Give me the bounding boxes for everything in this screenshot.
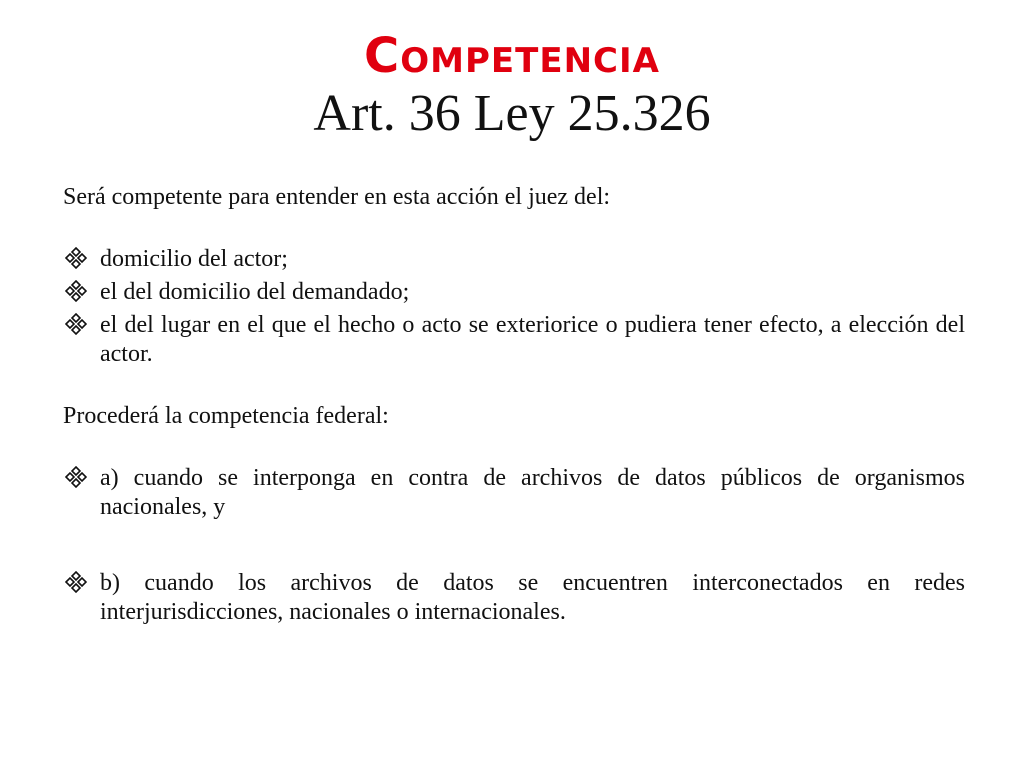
list-item-text: el del domicilio del demandado; xyxy=(100,279,410,305)
list-item-text: b) cuando los archivos de datos se encuentren interconectados en redes interjurisdicciones, nacionales o internacionales. xyxy=(100,570,965,625)
list-item xyxy=(63,569,965,627)
diamond-quad-icon xyxy=(65,466,87,488)
federal-intro-text: Procederá la competencia federal: xyxy=(63,403,389,429)
list-item xyxy=(63,311,965,369)
diamond-quad-icon xyxy=(65,247,87,269)
list-item xyxy=(63,278,965,307)
federal-list xyxy=(63,464,965,627)
list-item-text: a) cuando se interponga en contra de archivos de datos públicos de organismos nacionales, y xyxy=(100,465,965,520)
diamond-quad-icon xyxy=(65,313,87,335)
intro-text: Será competente para entender en esta acción el juez del: xyxy=(63,184,611,210)
diamond-quad-icon xyxy=(65,571,87,593)
list-item xyxy=(63,464,965,522)
diamond-quad-icon xyxy=(65,280,87,302)
jurisdiction-list xyxy=(63,245,965,369)
list-item xyxy=(63,245,965,274)
list-item-text: el del lugar en el que el hecho o acto se exteriorice o pudiera tener efecto, a elección del actor. xyxy=(100,312,965,367)
title-block xyxy=(0,30,1024,142)
slide-body xyxy=(63,183,965,627)
slide-subtitle: Art. 36 Ley 25.326 xyxy=(313,84,711,142)
slide-title: Competencia xyxy=(364,28,660,84)
list-item-text: domicilio del actor; xyxy=(100,246,288,272)
